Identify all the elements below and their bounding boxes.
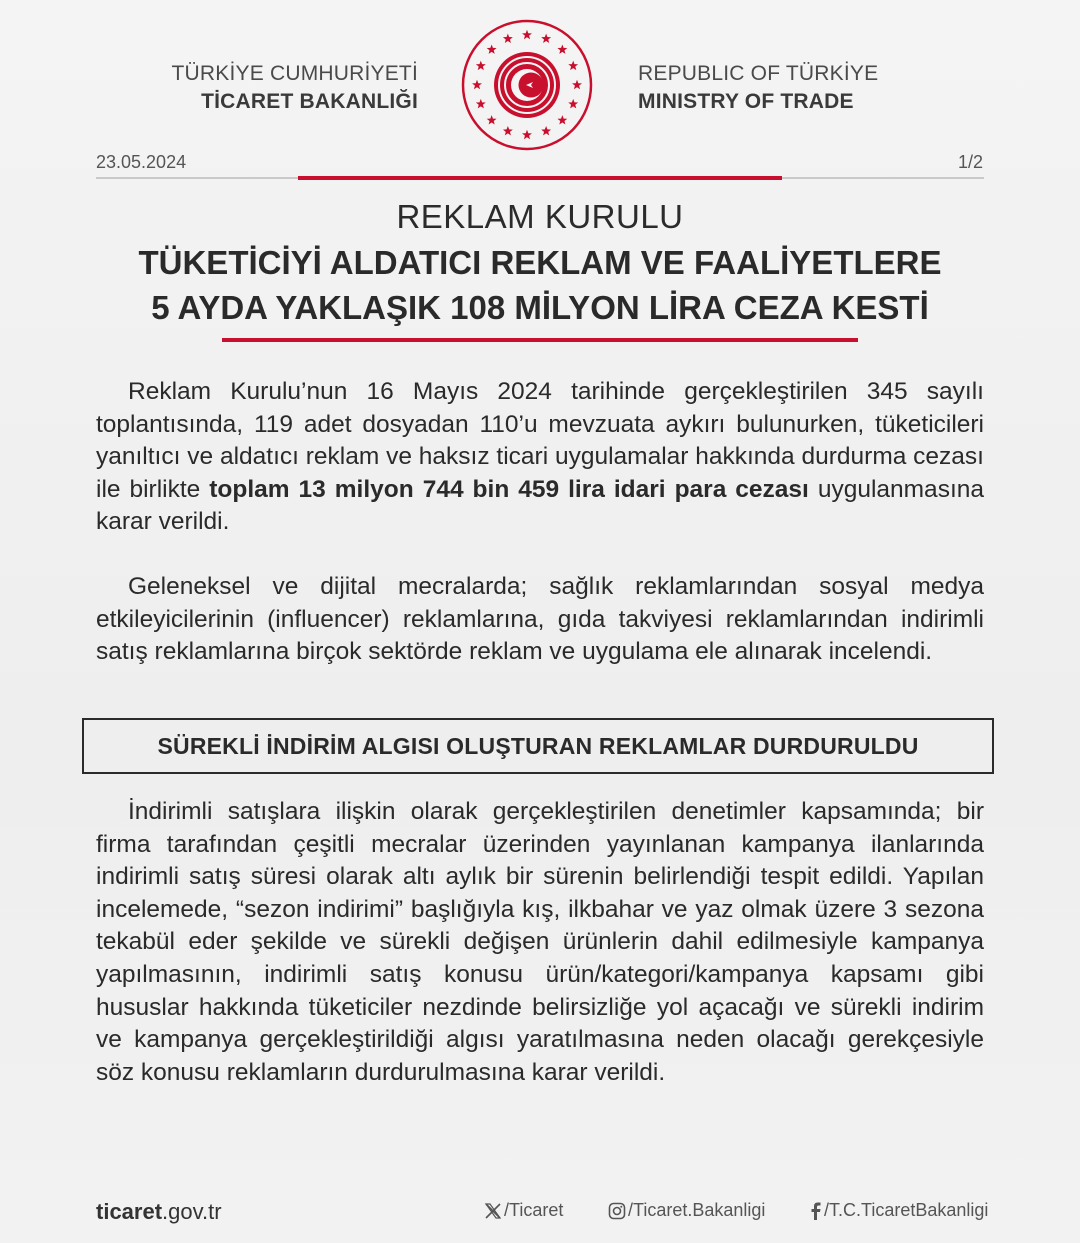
emblem-star [476,99,486,108]
release-date: 23.05.2024 [96,152,187,172]
paragraph-1 [96,376,984,539]
footer-instagram-link[interactable] [608,1200,765,1221]
header-republic-en: REPUBLIC OF TÜRKİYE [638,62,879,85]
footer-x-link[interactable] [484,1200,563,1221]
emblem-star [472,80,482,89]
emblem-star [557,115,567,124]
emblem-star [522,30,532,39]
title-kicker: REKLAM KURULU [396,198,684,235]
emblem-star [541,126,551,135]
header-ministry-en: MINISTRY OF TRADE [638,90,854,113]
headline-underline [222,338,858,342]
footer-website[interactable] [96,1199,222,1225]
header-republic-tr: TÜRKİYE CUMHURİYETİ [171,62,418,85]
emblem-star [572,80,582,89]
header-turkish-name [150,60,418,116]
emblem-star [541,34,551,43]
emblem-star [503,126,513,135]
emblem-star [487,115,497,124]
paragraph-2: Geleneksel ve dijital mecralarda; sağlık reklamlarından sosyal medya etkileyicilerinin (influencer) reklamlarına, gıda takviyesi reklamlarından indirimli satış reklamlarına birçok sektörde reklam ve uygulama ele alınarak incelendi. [96,573,984,666]
facebook-handle: /T.C.TicaretBakanligi [824,1200,989,1220]
header-ministry-tr: TİCARET BAKANLIĞI [201,90,418,113]
headline-line-2: 5 AYDA YAKLAŞIK 108 MİLYON LİRA CEZA KESTİ [151,289,929,326]
x-logo-icon [484,1202,502,1220]
ministry-emblem-logo [460,18,594,152]
header-divider-accent [298,176,782,180]
paragraph-1-text-a: Reklam Kurulu’nun 16 Mayıs 2024 tarihinde gerçekleştirilen 345 sayılı toplantısında, 119 adet dosyadan 110’u mevzuata aykırı bulunurken, tüketicileri yanıltıcı ve aldatıcı reklam ve haksız ticari uygulamalar hakkında durdurma cezası ile birlikte [96,378,984,503]
instagram-icon [608,1202,626,1220]
emblem-star [557,44,567,53]
x-handle: /Ticaret [504,1200,564,1220]
footer-facebook-link[interactable] [808,1200,988,1221]
instagram-handle: /Ticaret.Bakanligi [628,1200,766,1220]
footer-website-domain: .gov.tr [162,1199,222,1224]
paragraph-3: İndirimli satışlara ilişkin olarak gerçekleştirilen denetimler kapsamında; bir firma tarafından çeşitli mecralar üzerinden yayınlanan kampanya ilanlarında indirimli satış süresi olarak altı aylık bir sürenin belirlendiği tespit edildi. Yapılan incelemede, “sezon indirimi” başlığıyla kış, ilkbahar ve yaz olmak üzere 3 sezona tekabül eder şekilde ve sürekli değişen ürünlerin dahil edilmesiyle kampanya yapılmasının, indirimli satış konusu ürün/kategori/kampanya kapsamı gibi hususlar hakkında tüketiciler nezdinde belirsizliğe yol açacağı ve sürekli indirim ve kampanya gerçekleştirildiği algısı yaratılmasına neden olacağı gerekçesiyle söz konusu reklamların durdurulmasına karar verildi. [96,798,984,1086]
section-heading: SÜREKLİ İNDİRİM ALGISI OLUŞTURAN REKLAMLAR DURDURULDU [157,732,919,759]
paragraph-1-fine-amount: toplam 13 milyon 744 bin 459 lira idari para cezası [209,475,809,503]
emblem-star [503,34,513,43]
paragraph-1-text-b: uygulanmasına karar verildi. [96,475,984,536]
header-english-name [638,60,938,116]
facebook-icon [808,1202,822,1220]
section-heading-box [82,718,994,774]
emblem-star [487,44,497,53]
emblem-star [476,61,486,70]
page-number: 1/2 [957,152,983,172]
footer-website-bold: ticaret [96,1199,163,1224]
emblem-star [568,61,578,70]
emblem-star [568,99,578,108]
headline-line-1: TÜKETİCİYİ ALDATICI REKLAM VE FAALİYETLERE [138,244,942,281]
headline [60,240,1020,330]
emblem-star [522,130,532,139]
